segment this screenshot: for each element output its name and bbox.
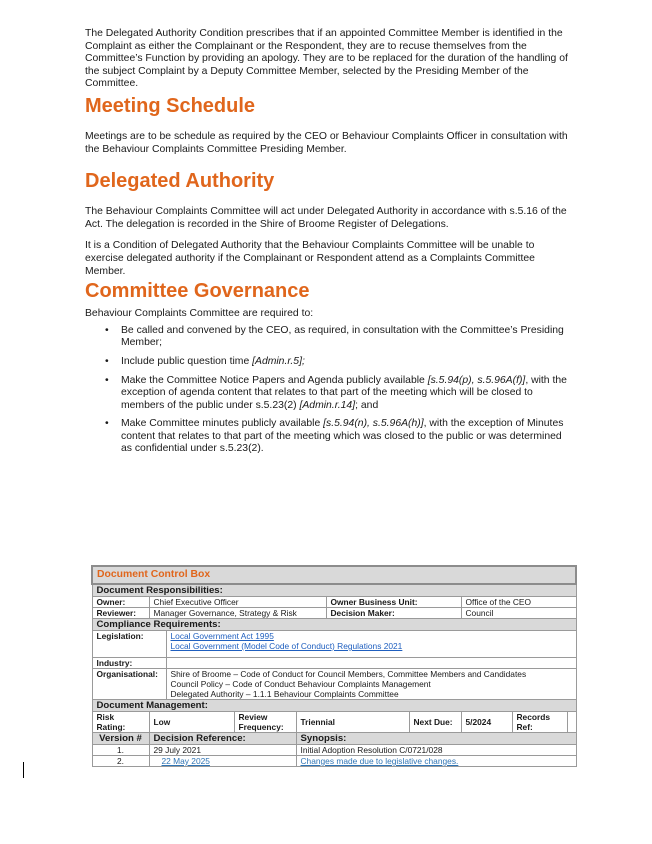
table-row: 2. 22 May 2025 Changes made due to legislative changes. [92, 756, 576, 767]
bullet-icon: • [105, 374, 109, 386]
meeting-schedule-paragraph: Meetings are to be schedule as required by the CEO or Behaviour Complaints Officer in consultation with the Behaviour Complaints Committee Presiding Member. [85, 130, 568, 155]
owner-label: Owner: [92, 597, 149, 608]
synopsis-header: Synopsis: [296, 733, 576, 745]
industry-label: Industry: [92, 658, 166, 669]
legislation-link-1[interactable]: Local Government Act 1995 [170, 631, 274, 641]
bullet-icon: • [105, 355, 109, 367]
document-page [85, 28, 570, 462]
control-table [91, 565, 577, 767]
compliance-header: Compliance Requirements: [92, 619, 576, 631]
legislation-link-2[interactable]: Local Government (Model Code of Conduct) Regulations 2021 [170, 641, 403, 651]
governance-list [85, 325, 570, 456]
reviewer-label: Reviewer: [92, 608, 149, 619]
delegated-authority-paragraph-2: It is a Condition of Delegated Authority that the Behaviour Complaints Committee will be unable to exercise delegated authority if the Complainant or Respondent attend as a Complaints Committee Member. [85, 240, 535, 277]
decision-maker-value: Council [461, 608, 576, 619]
list-item: • Include public question time [Admin.r.5]; [105, 355, 305, 367]
owner-unit-value: Office of the CEO [461, 597, 576, 608]
text-cursor [23, 762, 24, 778]
list-item: • Make Committee minutes publicly available [s.5.94(n), s.5.96A(h)], with the exception of Minutes content that relates to that part of the meeting which was closed to the public or was determined as confidential under s.5.23(2). [105, 418, 564, 455]
next-due-label: Next Due: [409, 712, 461, 733]
records-ref-label: Records Ref: [512, 712, 567, 733]
review-frequency-label: Review Frequency: [234, 712, 296, 733]
table-row: 1. 29 July 2021 Initial Adoption Resolution C/0721/028 [92, 745, 576, 756]
decision-maker-label: Decision Maker: [326, 608, 461, 619]
version-header: Version # [92, 733, 149, 745]
committee-governance-heading: Committee Governance [85, 280, 310, 303]
owner-unit-label: Owner Business Unit: [326, 597, 461, 608]
meeting-schedule-heading: Meeting Schedule [85, 94, 256, 117]
list-item: • Make the Committee Notice Papers and Agenda publicly available [s.5.94(p), s.5.96A(f)], with the exception of agenda content that relates to that part of the meeting which will be closed to members of the public under s.5.23(2) [Admin.r.14]; and [105, 374, 567, 411]
records-ref-value [567, 712, 576, 733]
delegated-authority-heading: Delegated Authority [85, 170, 275, 193]
intro-paragraph: The Delegated Authority Condition prescribes that if an appointed Committee Member is identified in the Complaint as either the Complainant or the Respondent, they are to recuse themselves from the Committee’s Function by providing an apology. They are to be replaced for the duration of the handling of the subject Complaint by a Deputy Committee Member, selected by the Presiding Member of the Committee. [85, 28, 568, 90]
legislation-label: Legislation: [92, 631, 166, 658]
next-due-value: 5/2024 [461, 712, 512, 733]
document-control-box [91, 565, 575, 767]
industry-value [166, 658, 576, 669]
organisational-label: Organisational: [92, 669, 166, 700]
risk-rating-value: Low [149, 712, 234, 733]
bullet-icon: • [105, 324, 109, 336]
responsibilities-header: Document Responsibilities: [92, 584, 576, 597]
delegated-authority-paragraph-1: The Behaviour Complaints Committee will act under Delegated Authority in accordance with s.5.16 of the Act. The delegation is recorded in the Shire of Broome Register of Delegations. [85, 206, 567, 230]
risk-rating-label: Risk Rating: [92, 712, 149, 733]
owner-value: Chief Executive Officer [149, 597, 326, 608]
legislation-value [166, 631, 576, 658]
reviewer-value: Manager Governance, Strategy & Risk [149, 608, 326, 619]
control-box-title: Document Control Box [92, 566, 576, 584]
bullet-icon: • [105, 418, 109, 430]
management-header: Document Management: [92, 700, 576, 712]
committee-governance-intro: Behaviour Complaints Committee are required to: [85, 308, 314, 320]
decision-reference-header: Decision Reference: [149, 733, 296, 745]
organisational-value: Shire of Broome – Code of Conduct for Council Members, Committee Members and Candidates Council Policy – Code of Conduct Behaviour Complaints Management Delegated Authority – 1.1.1 Behaviour Complaints Committee [166, 669, 576, 700]
review-frequency-value: Triennial [296, 712, 409, 733]
list-item: • Be called and convened by the CEO, as required, in consultation with the Committee’s Presiding Member; [105, 324, 564, 349]
